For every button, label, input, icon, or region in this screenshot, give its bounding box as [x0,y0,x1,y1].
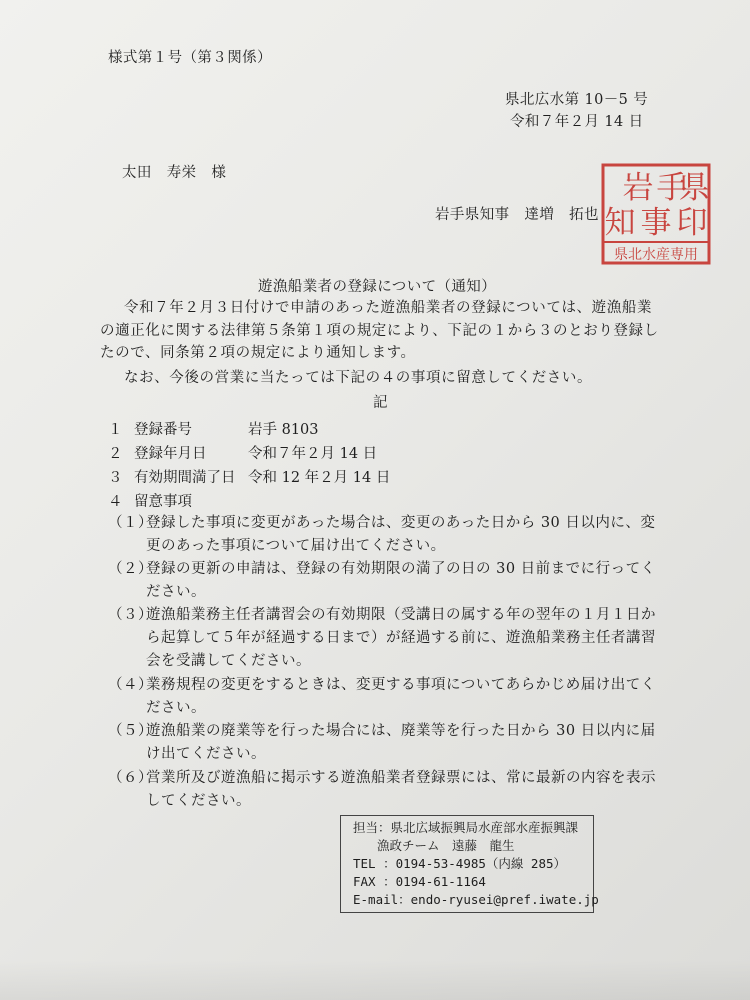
stamp-footer: 県北水産専用 [614,247,698,263]
item-label-registration-date: 登録年月日 [134,446,207,462]
page-shadow [0,960,750,1000]
form-number: 様式第１号（第３関係） [108,50,272,66]
stamp-char-ji: 事 [640,205,672,241]
note-number: （３） [108,607,153,623]
item-value-expiry-date: 令和 12 年２月 14 日 [248,470,391,486]
contact-department: 担当：県北広域振興局水産部水産振興課 [353,820,579,835]
stamp-char-chi: 知 [604,205,636,241]
recipient-name: 太田 寿栄 様 [122,165,227,181]
note-item [108,767,668,813]
note-text: 登録した事項に変更があった場合は、変更のあった日から 30 日以内に、変更のあった事項について届け出てください。 [146,515,656,554]
item-number: １ [108,422,123,438]
item-number: ３ [108,470,123,486]
item-value-registration-date: 令和７年２月 14 日 [248,446,378,462]
note-number: （５） [108,723,153,739]
note-text: 営業所及び遊漁船に掲示する遊漁船業者登録票には、常に最新の内容を表示してください。 [146,770,656,809]
body-paragraph-1: 令和７年２月３日付けで申請のあった遊漁船業者の登録については、遊漁船業の適正化に関する法律第５条第１項の規定により、下記の１から３のとおり登録したので、同条第２項の規定により通知します。 [100,300,659,361]
body-paragraph-2: なお、今後の営業に当たっては下記の４の事項に留意してください。 [124,370,593,386]
document-title: 遊漁船業者の登録について（通知） [258,279,497,295]
stamp-char-te: 手 [656,170,688,206]
item-value-registration-number: 岩手 8103 [248,422,319,438]
contact-box [340,815,599,913]
document-number: 県北広水第 10－5 号 [505,92,649,108]
contact-fax: FAX ：0194-61-1164 [353,874,486,889]
stamp-char-iwa: 岩 [622,170,654,206]
document-date: 令和７年２月 14 日 [510,114,644,130]
ki-heading: 記 [373,395,388,411]
contact-tel: TEL ：0194-53-4985（内線 285） [353,856,567,871]
contact-email[interactable]: E-mail：endo-ryusei@pref.iwate.jp [353,892,599,907]
note-text: 遊漁船業の廃業等を行った場合には、廃業等を行った日から 30 日以内に届け出てください。 [146,723,656,762]
item-label-expiry-date: 有効期間満了日 [134,470,236,486]
sender-name: 岩手県知事 達増 拓也 [435,207,599,223]
note-text: 遊漁船業務主任者講習会の有効期限（受講日の属する年の翌年の１月１日から起算して５年が経過する日まで）が経過する前に、遊漁船業務主任者講習会を受講してください。 [146,607,656,669]
official-seal-stamp [600,162,712,266]
note-item [108,558,668,604]
item-label-registration-number: 登録番号 [134,422,192,438]
note-number: （４） [108,677,153,693]
note-item [108,604,668,673]
stamp-char-in: 印 [676,205,708,241]
note-item [108,674,668,720]
note-number: （６） [108,770,153,786]
note-number: （１） [108,515,153,531]
note-item [108,720,668,766]
item-number: ２ [108,446,123,462]
contact-team: 漁政チーム 遠藤 龍生 [377,838,515,853]
note-text: 業務規程の変更をするときは、変更する事項についてあらかじめ届け出てください。 [146,677,656,716]
item-number: ４ [108,494,123,510]
note-item [108,512,668,558]
stamp-char-ken: 県 [678,170,710,206]
item-label-notes: 留意事項 [134,494,192,510]
note-number: （２） [108,561,153,577]
note-text: 登録の更新の申請は、登録の有効期限の満了の日の 30 日前までに行ってください。 [146,561,656,600]
